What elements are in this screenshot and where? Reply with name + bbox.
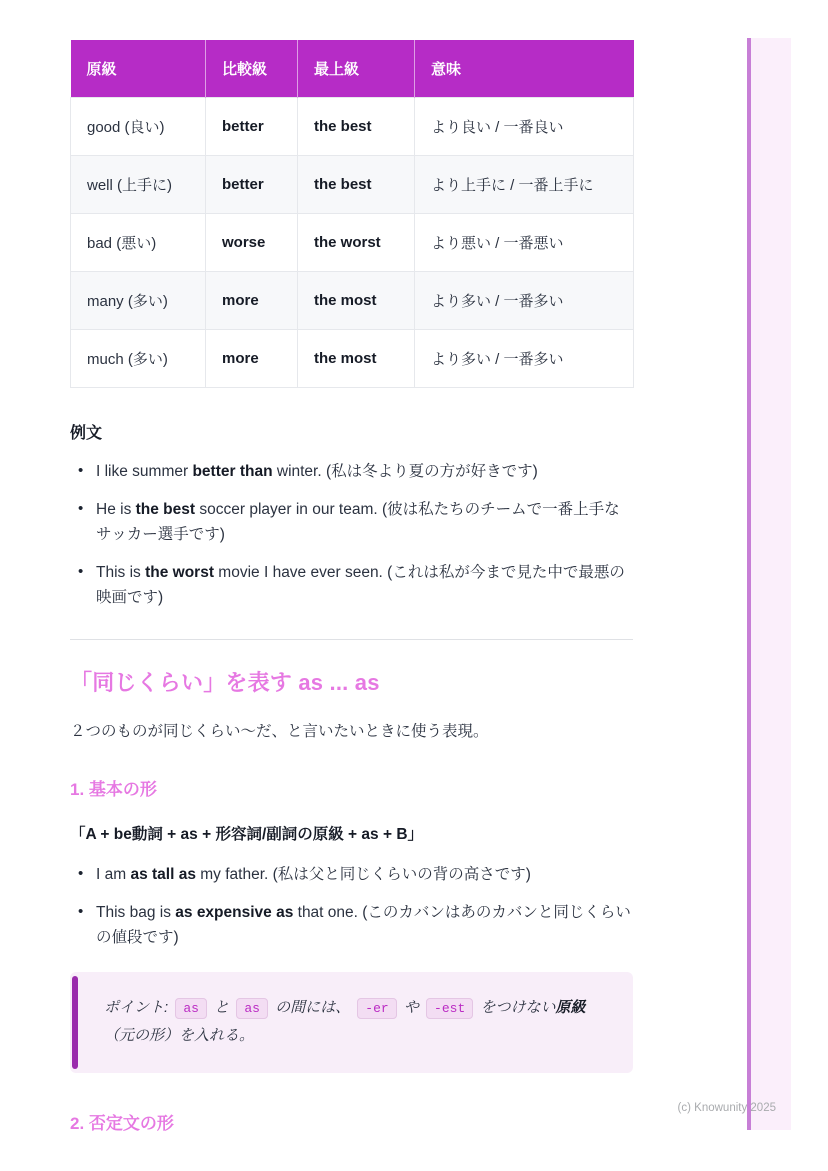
code-chip-er: -er [357,998,396,1019]
code-chip-as-2: as [236,998,268,1019]
callout-label: ポイント: [104,998,169,1016]
section-divider [70,639,633,640]
table-row: well (上手に) better the best より上手に / 一番上手に [71,156,634,214]
list-item: • I like summer better than winter. (私は冬より夏の方が好きです) [70,459,633,484]
list-item: • This bag is as expensive as that one. (このカバンはあのカバンと同じくらいの値段です) [70,900,633,950]
list-item: • He is the best soccer player in our team. (彼は私たちのチームで一番上手なサッカー選手です) [70,497,633,547]
list-item: • I am as tall as my father. (私は父と同じくらいの背の高さです) [70,862,633,887]
right-decoration-band [751,38,791,1130]
col-header-comparative: 比較級 [206,40,298,98]
irregular-comparison-table [70,40,634,388]
as-examples-list [70,862,633,950]
subheading-basic-form: 1. 基本の形 [70,779,157,799]
formula-text: 「A + be動詞 + as + 形容詞/副詞の原級 + as + B」 [70,825,424,843]
code-chip-as-1: as [175,998,207,1019]
table-row: bad (悪い) worse the worst より悪い / 一番悪い [71,214,634,272]
list-item: • This is the worst movie I have ever seen. (これは私が今まで見た中で最悪の映画です) [70,560,633,610]
subheading-negative-form: 2. 否定文の形 [70,1113,174,1133]
col-header-base: 原級 [71,40,206,98]
copyright-watermark: (c) Knowunity 2025 [677,1102,776,1114]
table-header-row [71,40,634,98]
table-row: much (多い) more the most より多い / 一番多い [71,330,634,388]
section-heading-as-as: 「同じくらい」を表す as ... as [70,669,380,695]
col-header-meaning: 意味 [415,40,634,98]
section-intro: ２つのものが同じくらい〜だ、と言いたいときに使う表現。 [70,722,489,740]
right-decoration-line [747,38,751,1130]
code-chip-est: -est [426,998,473,1019]
document-content [70,40,633,1134]
examples-list [70,459,633,611]
table-row: good (良い) better the best より良い / 一番良い [71,98,634,156]
table-row: many (多い) more the most より多い / 一番多い [71,272,634,330]
col-header-superlative: 最上級 [298,40,415,98]
point-callout: ポイント: as と as の間には、 -er や -est をつけない原級（元の形）を入れる。 [70,972,633,1073]
examples-heading: 例文 [70,425,103,442]
